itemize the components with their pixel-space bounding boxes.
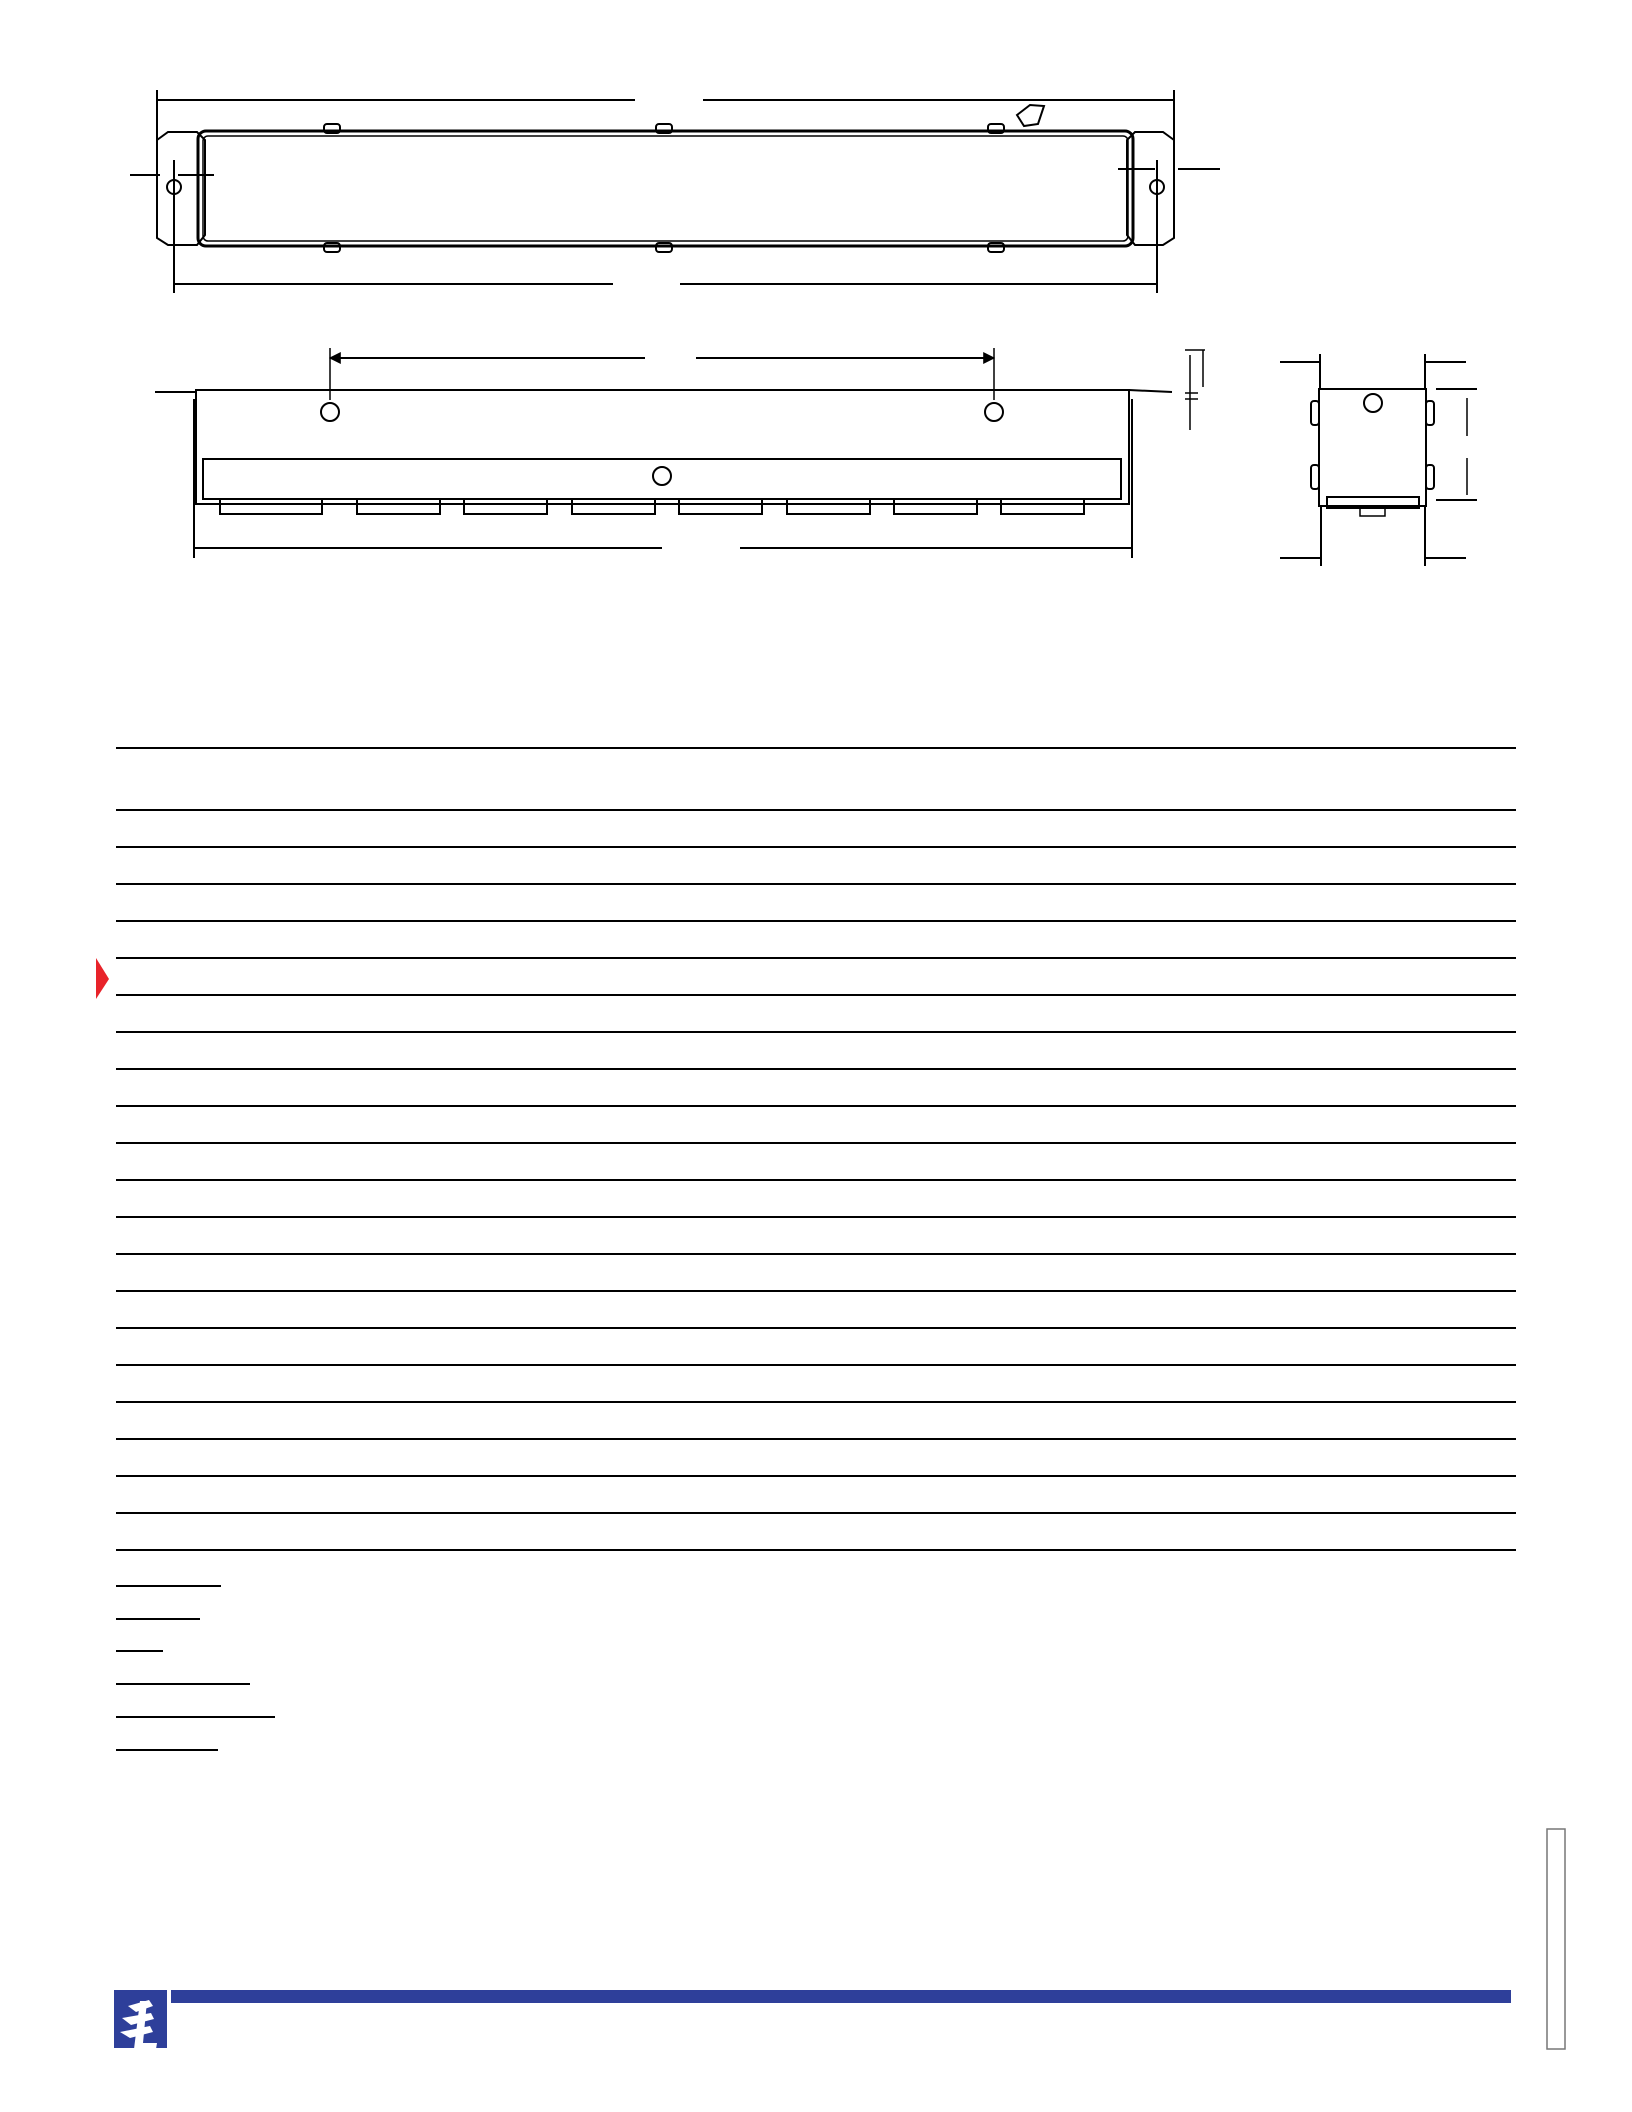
side-tab-box [1547,1829,1565,2049]
red-triangle-marker-icon [96,958,109,999]
brand-logo-icon [114,1990,167,2049]
top-view-drawing [130,90,1220,293]
footnote-rules [116,1586,275,1750]
side-view-drawing [1280,354,1477,566]
table-grid [116,748,1516,1550]
front-view-drawing [155,348,1205,558]
footer-brand-bar [171,1990,1511,2003]
